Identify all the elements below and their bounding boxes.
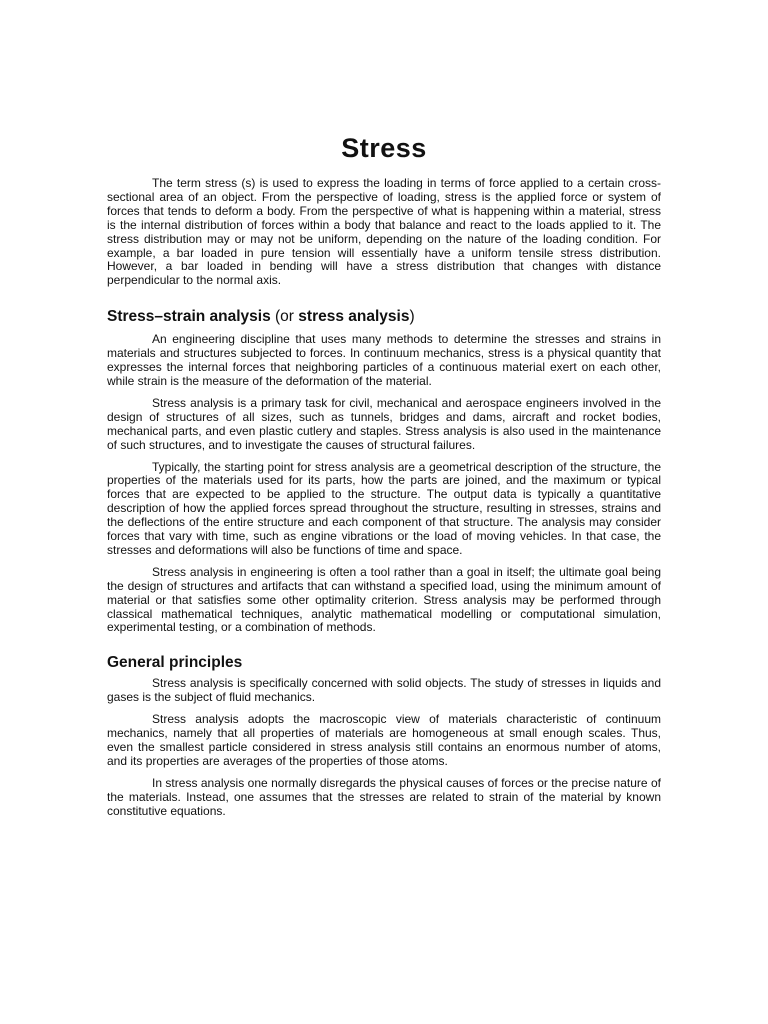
document-page bbox=[107, 130, 661, 827]
section-heading-stress-strain-analysis bbox=[107, 307, 661, 327]
body-paragraph: An engineering discipline that uses many methods to determine the stresses and strains in materials and structures subjected to forces. In continuum mechanics, stress is a physical quantity that expresses the internal forces that neighboring particles of a continuous material exert on each other, while strain is the measure of the deformation of the material. bbox=[107, 332, 661, 388]
body-paragraph: Stress analysis is a primary task for civil, mechanical and aerospace engineers involved in the design of structures of all sizes, such as tunnels, bridges and dams, aircraft and rocket bodies, mechanical parts, and even plastic cutlery and staples. Stress analysis is also used in the maintenance of such structures, and to investigate the causes of structural failures. bbox=[107, 395, 661, 452]
section-heading-part: Stress–strain analysis bbox=[107, 308, 271, 326]
body-paragraph: Stress analysis is specifically concerned with solid objects. The study of stresses in liquids and gases is the subject of fluid mechanics. bbox=[107, 676, 661, 705]
body-paragraph: In stress analysis one normally disregards the physical causes of forces or the precise nature of the materials. Instead, one assumes that the stresses are related to strain of the material by known constitutive equations. bbox=[107, 775, 661, 818]
section-heading-part: (or bbox=[270, 308, 299, 326]
page-title: Stress bbox=[341, 133, 427, 163]
intro-paragraph: The term stress (s) is used to express the loading in terms of force applied to a certain cross-sectional area of an object. From the perspective of loading, stress is the applied force or system of forces that tends to deform a body. From the perspective of what is happening within a material, stress is the internal distribution of forces within a body that balance and react to the loads applied to it. The stress distribution may or may not be uniform, depending on the nature of the loading condition. For example, a bar loaded in pure tension will essentially have a uniform tensile stress distribution. However, a bar loaded in bending will have a stress distribution that changes with distance perpendicular to the normal axis. bbox=[107, 176, 661, 288]
section-heading-part: ) bbox=[409, 308, 415, 326]
body-paragraph: Stress analysis in engineering is often a tool rather than a goal in itself; the ultimate goal being the design of structures and artifacts that can withstand a specified load, using the minimum amount of material or that satisfies some other optimality criterion. Stress analysis may be performed through classical mathematical techniques, analytic mathematical modelling or computational simulation, experimental testing, or a combination of methods. bbox=[107, 564, 661, 635]
section-heading-general-principles: General principles bbox=[107, 654, 243, 672]
body-paragraph: Typically, the starting point for stress analysis are a geometrical description of the structure, the properties of the materials used for its parts, how the parts are joined, and the maximum or typical forces that are expected to be applied to the structure. The output data is typically a quantitative description of how the applied forces spread throughout the structure, resulting in stresses, strains and the deflections of the entire structure and each component of that structure. The analysis may consider forces that vary with time, such as engine vibrations or the load of moving vehicles. In that case, the stresses and deformations will also be functions of time and space. bbox=[107, 459, 661, 557]
body-paragraph: Stress analysis adopts the macroscopic view of materials characteristic of continuum mechanics, namely that all properties of materials are homogeneous at small enough scales. Thus, even the smallest particle considered in stress analysis still contains an enormous number of atoms, and its properties are averages of the properties of those atoms. bbox=[107, 712, 661, 768]
section-heading-part: stress analysis bbox=[298, 308, 410, 326]
